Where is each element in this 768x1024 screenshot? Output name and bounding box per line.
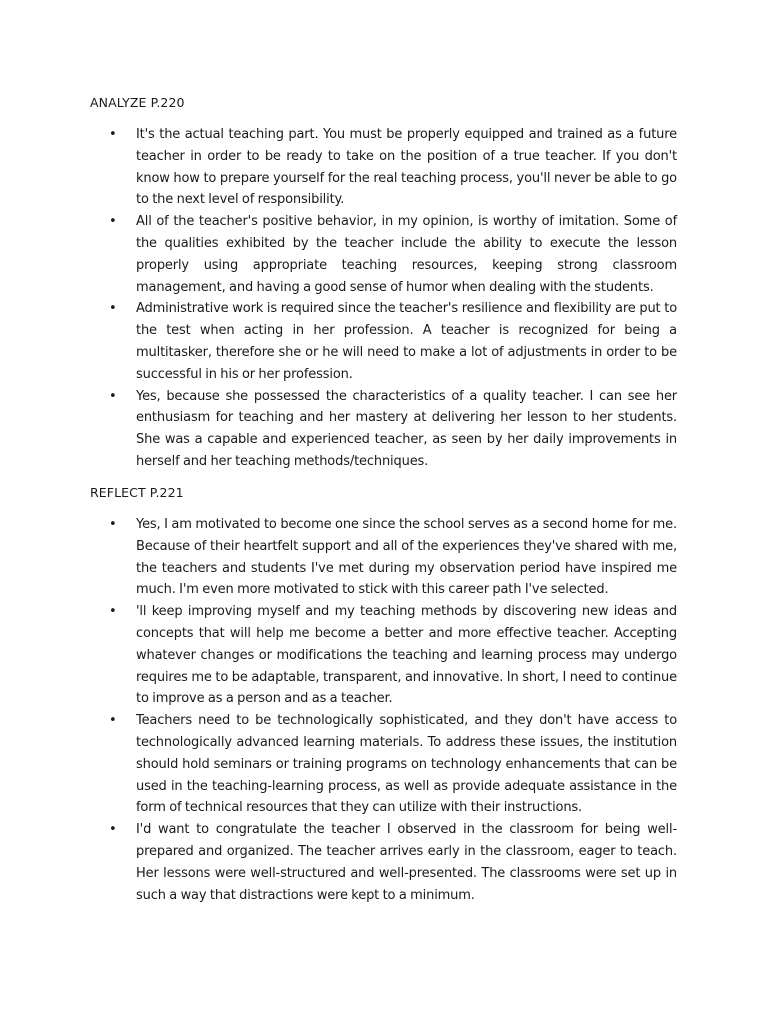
analyze-list [0, 124, 677, 473]
bullet-icon: • [109, 517, 117, 532]
bullet-icon: • [109, 713, 117, 729]
bullet-icon: • [109, 214, 117, 230]
bullet-icon: • [109, 301, 117, 317]
bullet-icon: • [109, 388, 117, 404]
reflect-item-2 [0, 601, 677, 710]
analyze-item-1 [0, 124, 677, 211]
analyze-item-3 [0, 298, 677, 385]
bullet-icon: • [109, 604, 117, 620]
analyze-item-3-text: Administrative work is required since the teacher's resilience and flexibility are put to the test when acting in her profession. A teacher is recognized for being a multitasker, therefore she or he will need to make a lot of adjustments in order to be successful in his or her profession. [136, 301, 677, 382]
bullet-icon: • [109, 822, 117, 838]
reflect-item-4 [0, 819, 677, 906]
reflect-item-3 [0, 710, 677, 819]
analyze-item-2 [0, 211, 677, 298]
analyze-heading: ANALYZE P.220 [90, 95, 185, 110]
analyze-item-2-text: All of the teacher's positive behavior, in my opinion, is worthy of imitation. Some of the qualities exhibited by the teacher include the ability to execute the lesson properly using appropriate teaching resources, keeping strong classroom management, and having a good sense of humor when dealing with the students. [136, 214, 677, 295]
reflect-item-1-text: Yes, I am motivated to become one since the school serves as a second home for me. Because of their heartfelt support and all of the experiences they've shared with me, the teachers and students I've met during my observation period have inspired me much. I'm even more motivated to stick with this career path I've selected. [136, 517, 677, 598]
bullet-icon: • [109, 127, 117, 142]
reflect-item-4-text: I'd want to congratulate the teacher I observed in the classroom for being well-prepared and organized. The teacher arrives early in the classroom, eager to teach. Her lessons were well-structured and well-presented. The classrooms were set up in such a way that distractions were kept to a minimum. [136, 822, 677, 903]
reflect-item-3-text: Teachers need to be technologically sophisticated, and they don't have access to technologically advanced learning materials. To address these issues, the institution should hold seminars or training programs on technology enhancements that can be used in the teaching-learning process, as well as provide adequate assistance in the form of technical resources that they can utilize with their instructions. [136, 713, 677, 816]
reflect-list [0, 514, 677, 906]
reflect-item-2-text: 'll keep improving myself and my teaching methods by discovering new ideas and concepts that will help me become a better and more effective teacher. Accepting whatever changes or modifications the teaching and learning process may undergo requires me to be adaptable, transparent, and innovative. In short, I need to continue to improve as a person and as a teacher. [136, 604, 677, 707]
reflect-heading: REFLECT P.221 [90, 485, 184, 500]
analyze-item-4 [0, 386, 677, 473]
analyze-item-4-text: Yes, because she possessed the characteristics of a quality teacher. I can see her enthusiasm for teaching and her mastery at delivering her lesson to her students. She was a capable and experienced teacher, as seen by her daily improvements in herself and her teaching methods/techniques. [136, 388, 677, 469]
reflect-item-1 [0, 514, 677, 601]
analyze-item-1-text: It's the actual teaching part. You must be properly equipped and trained as a future teacher in order to be ready to take on the position of a true teacher. If you don't know how to prepare yourself for the real teaching process, you'll never be able to go to the next level of responsibility. [136, 127, 677, 208]
